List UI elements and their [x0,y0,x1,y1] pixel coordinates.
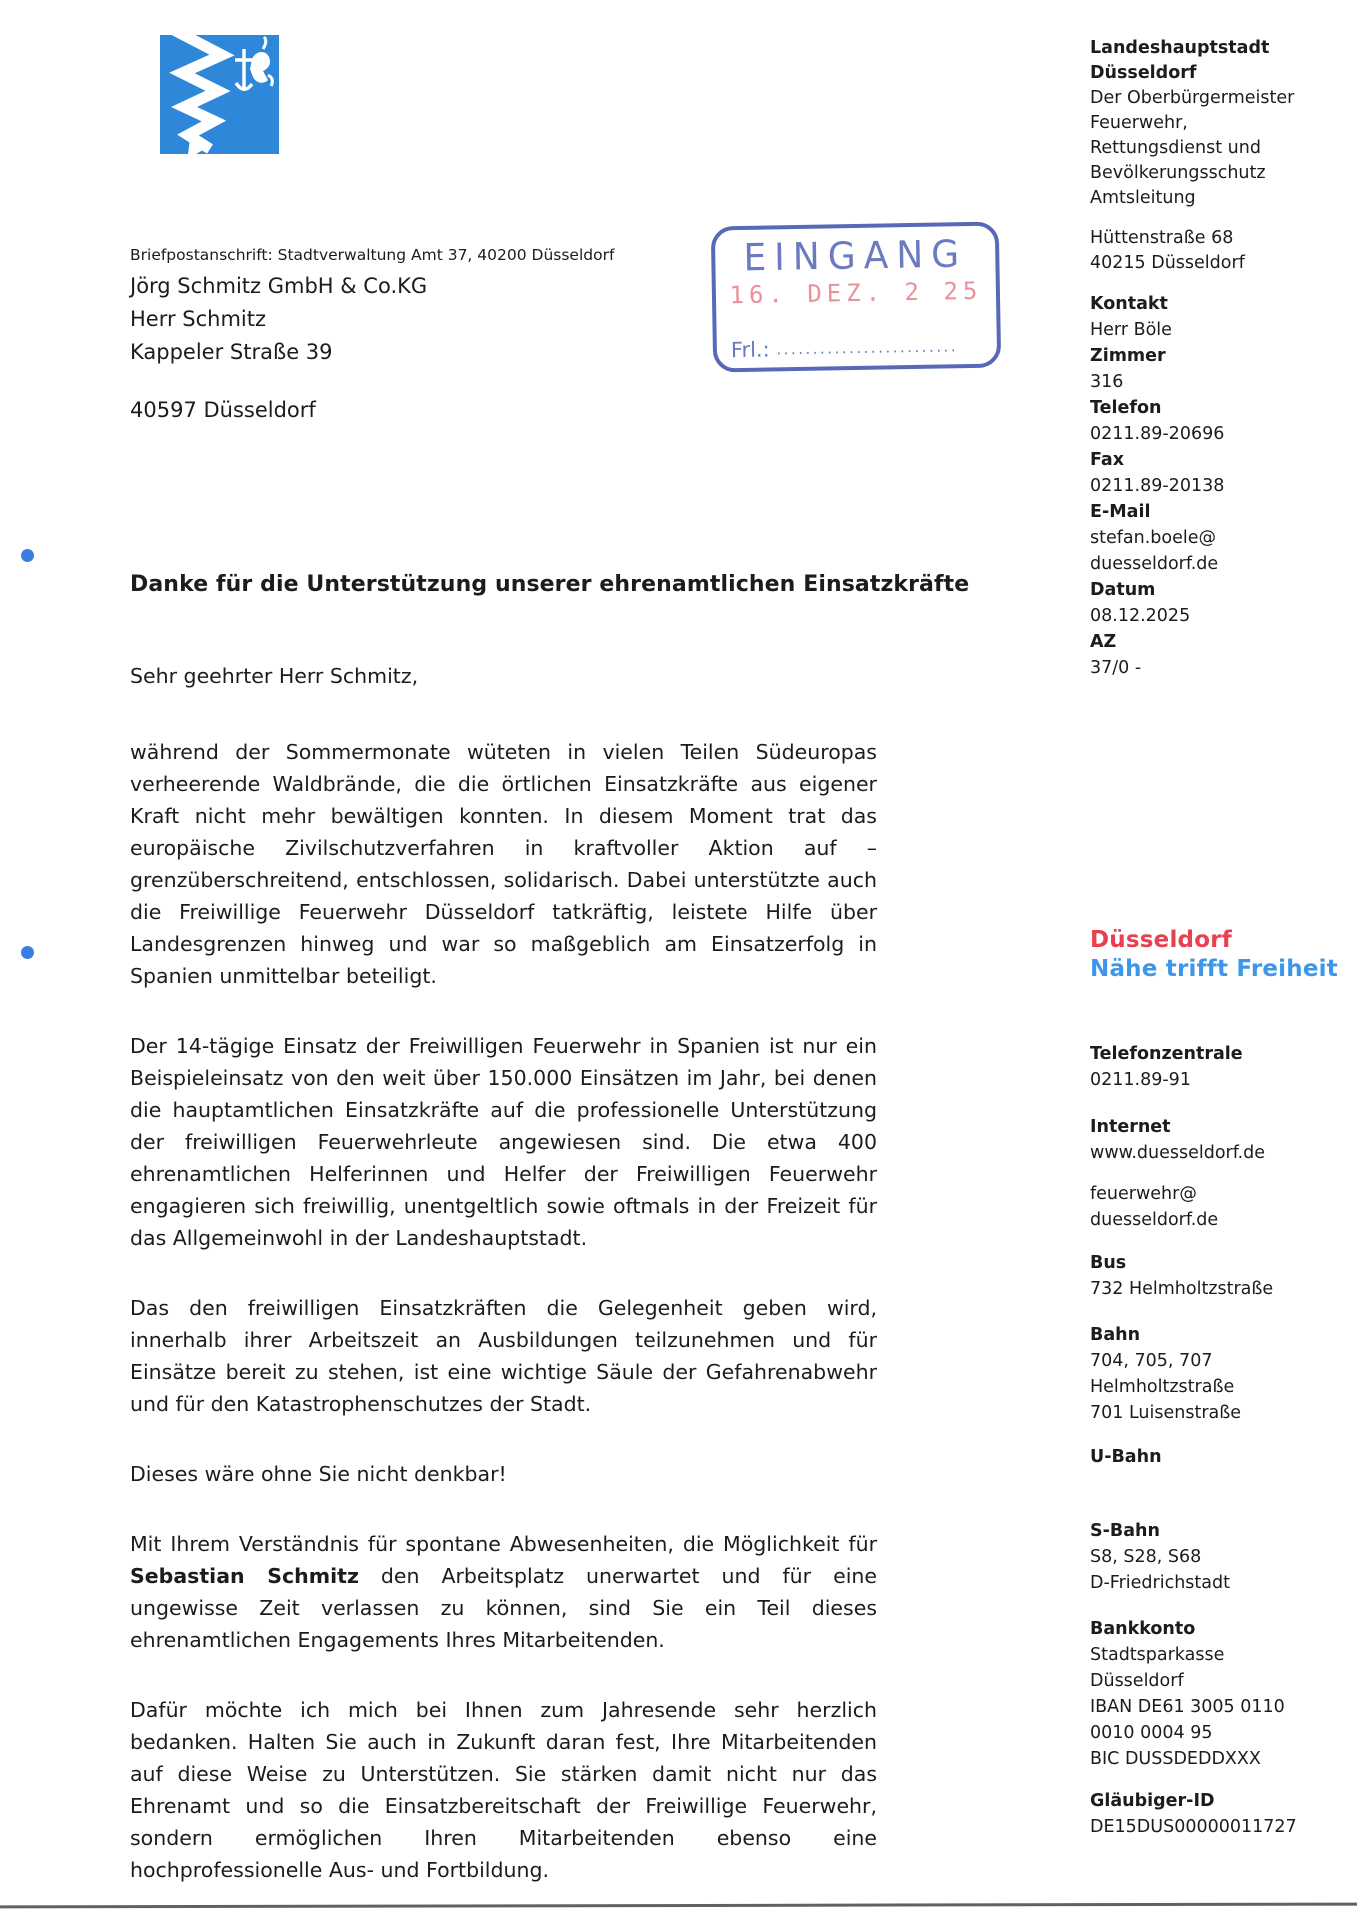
paragraph: Dieses wäre ohne Sie nicht denkbar! [130,1462,507,1486]
room-value: 316 [1090,372,1124,392]
bank-line: Stadtsparkasse [1090,1645,1225,1665]
file-ref-value: 37/0 - [1090,658,1142,678]
eingang-receipt-stamp [711,221,1002,372]
slogan-city: Düsseldorf [1090,927,1232,953]
internet-url: www.duesseldorf.de [1090,1143,1266,1163]
sbahn-label: S-Bahn [1090,1521,1160,1541]
date-label: Datum [1090,580,1156,600]
return-address-line: Briefpostanschrift: Stadtverwaltung Amt 37, 40200 Düsseldorf [130,246,615,264]
scan-edge-line [0,1903,1357,1909]
bank-line: Düsseldorf [1090,1671,1184,1691]
sbahn-line: S8, S28, S68 [1090,1547,1202,1567]
fax-value: 0211.89-20138 [1090,476,1225,496]
salutation: Sehr geehrter Herr Schmitz, [130,664,419,688]
recipient-street: Kappeler Straße 39 [130,340,333,364]
fax-label: Fax [1090,450,1125,470]
switchboard-label: Telefonzentrale [1090,1044,1243,1064]
stamp-handler-line [731,334,959,362]
agency-street: Hüttenstraße 68 [1090,228,1234,248]
bank-iban-line: IBAN DE61 3005 0110 [1090,1697,1285,1717]
agency-dept-line: Der Oberbürgermeister [1090,88,1295,108]
bus-line: 732 Helmholtzstraße [1090,1279,1274,1299]
stamp-handler-label: Frl.: [730,337,770,363]
city-slogan [1090,926,1345,984]
dept-email-line: duesseldorf.de [1090,1210,1219,1230]
agency-name-line: Düsseldorf [1090,63,1197,83]
agency-dept-line: Rettungsdienst und [1090,138,1261,158]
paragraph-text: den Arbeitsplatz unerwartet und für eine ungewisse Zeit verlassen zu können, sind Sie ein Teil dieses ehrenamtlichen Engagements Ihres Mitarbeitenden. [130,1564,877,1652]
phone-label: Telefon [1090,398,1162,418]
contact-label: Kontakt [1090,294,1168,314]
recipient-company: Jörg Schmitz GmbH & Co.KG [130,274,428,298]
stamp-date: 16. DEZ. 2 25 [729,276,983,310]
contact-value: Herr Böle [1090,320,1172,340]
tram-line: Helmholtzstraße [1090,1377,1235,1397]
paragraph: Der 14-tägige Einsatz der Freiwilligen Feuerwehr in Spanien ist nur ein Beispieleinsatz von den weit über 150.000 Einsätzen im Jahr, bei denen die hauptamtlichen Einsatzkräfte auf die professionelle Unterstützung der freiwilligen Feuerwehrleute angewiesen sind. Die etwa 400 ehrenamtlichen Helferinnen und Helfer der Freiwilligen Feuerwehr engagieren sich freiwillig, unentgeltlich sowie oftmals in der Freizeit für das Allgemeinwohl in der Landeshauptstadt. [130,1034,877,1250]
punch-hole-mark [21,549,34,562]
dept-email-line: feuerwehr@ [1090,1184,1197,1204]
agency-dept-line: Bevölkerungsschutz [1090,163,1266,183]
bus-label: Bus [1090,1253,1127,1273]
tram-block [1090,1322,1345,1426]
agency-dept-line: Amtsleitung [1090,188,1196,208]
bank-label: Bankkonto [1090,1619,1196,1639]
contact-block [1090,291,1345,681]
recipient-person: Herr Schmitz [130,307,267,331]
bus-block [1090,1250,1345,1302]
tram-line: 704, 705, 707 [1090,1351,1213,1371]
email-label: E-Mail [1090,502,1151,522]
recipient-city: 40597 Düsseldorf [130,398,316,422]
bank-bic-line: BIC DUSSDEDDXXX [1090,1749,1261,1769]
paragraph: Das den freiwilligen Einsatzkräften die Gelegenheit geben wird, innerhalb ihrer Arbeitszeit an Ausbildungen teilzunehmen und für Einsätze bereit zu stehen, ist eine wichtige Säule der Gefahrenabwehr und für den Katastrophenschutzes der Stadt. [130,1296,877,1416]
closing-paragraph: Dafür möchte ich mich bei Ihnen zum Jahresende sehr herzlich bedanken. Halten Sie auch in Zukunft daran fest, Ihre Mitarbeitenden auf diese Weise zu Unterstützen. Sie stärken damit nicht nur das Ehrenamt und so die Einsatzbereitschaft der Freiwillige Feuerwehr, sondern ermöglichen Ihren Mitarbeitenden ebenso eine hochprofessionelle Aus- und Fortbildung. [130,1698,877,1882]
letter-body [130,736,877,1886]
agency-header [1090,36,1345,276]
date-value: 08.12.2025 [1090,606,1191,626]
agency-name-line: Landeshauptstadt [1090,38,1270,58]
tram-label: Bahn [1090,1325,1141,1345]
ubahn-label: U-Bahn [1090,1447,1162,1467]
employee-name: Sebastian Schmitz [130,1564,359,1588]
creditor-id-block [1090,1788,1345,1840]
file-ref-label: AZ [1090,632,1117,652]
room-label: Zimmer [1090,346,1166,366]
stamp-dotted-line: ......................... [776,337,959,359]
tram-line: 701 Luisenstraße [1090,1403,1242,1423]
paragraph-text: Mit Ihrem Verständnis für spontane Abwesenheiten, die Möglichkeit für [130,1532,877,1556]
switchboard-block [1090,1041,1345,1093]
ubahn-block [1090,1444,1345,1470]
dept-email-block [1090,1181,1345,1233]
paragraph [130,1528,877,1656]
stamp-title: EINGANG [743,233,968,280]
bank-iban-line: 0010 0004 95 [1090,1723,1213,1743]
phone-value: 0211.89-20696 [1090,424,1225,444]
slogan-tagline: Nähe trifft Freiheit [1090,956,1338,982]
creditor-id-value: DE15DUS00000011727 [1090,1817,1297,1837]
email-value: duesseldorf.de [1090,554,1219,574]
recipient-address [130,270,427,369]
punch-hole-mark [21,946,34,959]
sbahn-line: D-Friedrichstadt [1090,1573,1230,1593]
sbahn-block [1090,1518,1345,1596]
internet-label: Internet [1090,1117,1171,1137]
creditor-id-label: Gläubiger-ID [1090,1791,1215,1811]
agency-city: 40215 Düsseldorf [1090,253,1245,273]
paragraph: während der Sommermonate wüteten in vielen Teilen Südeuropas verheerende Waldbrände, die die örtlichen Einsatzkräfte aus eigener Kraft nicht mehr bewältigen konnten. In diesem Moment trat das europäische Zivilschutzverfahren in kraftvoller Aktion auf – grenzüberschreitend, entschlossen, solidarisch. Dabei unterstützte auch die Freiwillige Feuerwehr Düsseldorf tatkräftig, leistete Hilfe über Landesgrenzen hinweg und war so maßgeblich am Einsatzerfolg in Spanien unmittelbar beteiligt. [130,740,877,988]
duesseldorf-city-logo-icon [160,35,279,154]
subject-line: Danke für die Unterstützung unserer ehrenamtlichen Einsatzkräfte [130,572,970,597]
internet-block [1090,1114,1345,1166]
switchboard-value: 0211.89-91 [1090,1070,1191,1090]
email-value: stefan.boele@ [1090,528,1216,548]
agency-address [1090,226,1345,276]
bank-account-block [1090,1616,1345,1772]
agency-dept-line: Feuerwehr, [1090,113,1188,133]
